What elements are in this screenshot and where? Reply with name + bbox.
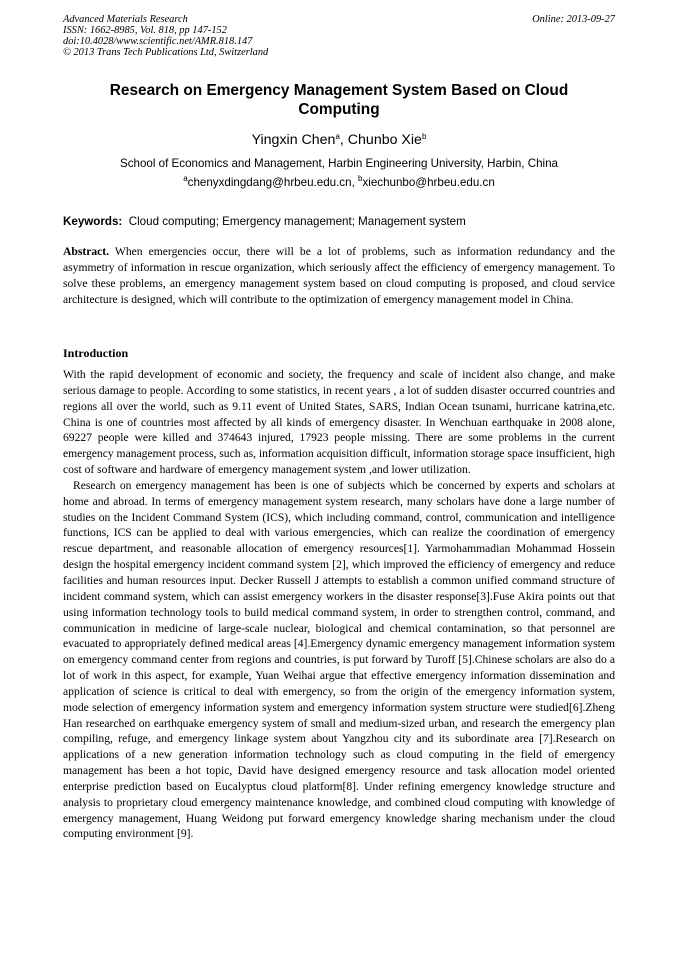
doi-line: doi:10.4028/www.scientific.net/AMR.818.147 — [63, 36, 253, 47]
author-superscript: b — [421, 132, 427, 141]
abstract-label: Abstract. — [63, 245, 110, 258]
author-superscript: a — [335, 132, 340, 141]
online-date: Online: 2013-09-27 — [532, 14, 615, 25]
introduction-body — [63, 367, 615, 842]
issn-line: ISSN: 1662-8985, Vol. 818, pp 147-152 — [63, 25, 227, 36]
author-email: chenyxdingdang@hrbeu.edu.cn — [187, 176, 352, 189]
author-email: xiechunbo@hrbeu.edu.cn — [362, 176, 495, 189]
affiliation: School of Economics and Management, Harbin Engineering University, Harbin, China — [120, 157, 558, 170]
author-name: Chunbo Xie — [347, 132, 422, 148]
email-line — [63, 176, 615, 190]
author-line — [63, 131, 615, 149]
section-heading: Introduction — [63, 346, 129, 360]
abstract — [63, 244, 615, 307]
keywords-label: Keywords: — [63, 215, 123, 228]
journal-name: Advanced Materials Research — [63, 14, 188, 25]
paragraph: Research on emergency management has been is one of subjects which be concerned by experts and scholars at home and abroad. In terms of emergency management system research, many scholars have done a large number of studies on the Incident Command System (ICS), which including command, control, communication and intelligence functions, ICS can be applied to deal with various emergencies, which can realize the coordination of emergency rescue department, and reasonable allocation of emergency resources[1]. Yarmohammadian Mohammad Hossein design the hospital emergency incident command system [2], which improved the efficiency of emergency and reduce facilities and human resources input. Decker Russell J attempts to establish a common unified command structure of incident command system, which can assist emergency workers in the disaster response[3].Fuse Akira points out that using information technology tools to build medical command system, in order to strengthen control, command, and communication in medicine of large-scale nuclear, biological and chemical contamination, so that personnel are evacuated to appropriately defined medical areas [4].Emergency dynamic emergency management information system on emergency command center from regions and countries, is put forward by Turoff [5].Chinese scholars are also do a lot of work in this aspect, for example, Yuan Weihai argue that effective emergency information dissemination and application of science is critical to deal with emergency, so from the origin of the emergency information system, mode selection of emergency information system and emergency information system structure were studied[6].Zheng Han researched on earthquake emergency system of small and medium-sized urban, and research the emergency plan compiling, refuge, and emergency linkage system about Yangzhou city and its subordinate area [7].Research on applications of a new generation information technology such as cloud computing in the field of emergency management has been a hot topic, David have designed emergency resource and task allocation model oriented enterprise prediction based on Eucalyptus cloud platform[8]. Under refining emergency knowledge structure and analysis to proprietary cloud emergency maintenance knowledge, and combined cloud computing with knowledge of emergency management, Huang Weidong put forward emergency knowledge sharing mechanism under the cloud computing environment [9]. — [63, 478, 615, 841]
email-superscript: a — [183, 174, 188, 183]
paragraph: With the rapid development of economic and society, the frequency and scale of incident also change, and make serious damage to people. According to some statistics, in recent years , a lot of sudden disaster occurred countries and regions all over the world, such as 9.11 event of United States, SARS, Indian Ocean tsunami, hurricane katrina,etc. China is one of countries most affected by all kinds of emergency disaster. In Wenchuan earthquake in 2008 alone, 69227 people were killed and 374643 injured, 17923 people missing. There are some problems in the current emergency management process, such as, information acquisition difficult, information storage space insufficient, high cost of software and hardware of emergency management system ,and lower utilization. — [63, 368, 615, 477]
keywords-text: Cloud computing; Emergency management; Management system — [128, 215, 466, 228]
author-separator: , — [339, 132, 348, 148]
paper-title: Research on Emergency Management System Based on Cloud Computing — [109, 82, 569, 118]
abstract-text: When emergencies occur, there will be a lot of problems, such as information redundancy and the asymmetry of information in rescue organization, which seriously affect the efficiency of emergency management. To solve these problems, an emergency management system based on cloud computing is proposed, and cloud service architecture is designed, which will contribute to the optimization of emergency management model in China. — [63, 245, 615, 306]
email-superscript: b — [358, 174, 363, 183]
author-name: Yingxin Chen — [251, 132, 336, 148]
keywords — [63, 215, 615, 229]
journal-header — [63, 14, 615, 58]
copyright-line: © 2013 Trans Tech Publications Ltd, Switzerland — [63, 47, 269, 58]
email-separator: , — [351, 176, 359, 189]
